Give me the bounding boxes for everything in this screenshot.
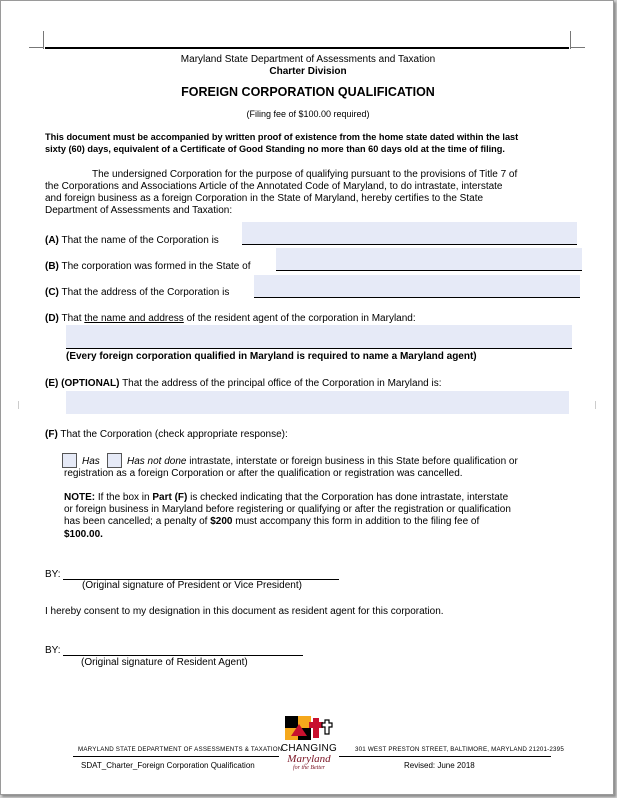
corporation-name-field[interactable] <box>242 222 577 245</box>
filing-fee: (Filing fee of $100.00 required) <box>246 109 370 119</box>
note-l3c: must accompany this form in addition to the filing fee of <box>235 516 480 527</box>
intro-line-2: the Corporations and Associations Article of the Annotated Code of Maryland, to do intrastate, interstate <box>45 181 503 192</box>
has-not-label: Has not done <box>127 456 187 467</box>
has-done-business-checkbox[interactable] <box>62 453 77 468</box>
section-f-letter: (F) <box>45 429 58 440</box>
has-not-line <box>127 456 518 468</box>
form-title: FOREIGN CORPORATION QUALIFICATION <box>181 85 435 99</box>
note-line-2: or foreign business in Maryland before registering or qualifying or after the registration or qualification <box>64 504 511 515</box>
by-label-1: BY: <box>45 569 61 580</box>
note-line-1 <box>64 492 508 504</box>
section-d-letter: (D) <box>45 313 59 324</box>
note-line-4: $100.00. <box>64 529 103 540</box>
section-c-text: That the address of the Corporation is <box>61 287 230 298</box>
section-d-text-underlined: the name and address <box>84 313 184 324</box>
crop-mark-tl-v <box>43 31 44 49</box>
resident-agent-field[interactable] <box>66 325 572 349</box>
intro-line-4: Department of Assessments and Taxation: <box>45 205 233 216</box>
footer-revised: Revised: June 2018 <box>404 761 475 770</box>
section-a-text: That the name of the Corporation is <box>61 235 219 246</box>
section-d-text-pre: That <box>61 313 82 324</box>
logo-for-the-better: for the Better <box>293 765 325 771</box>
note-l1a: If the box in <box>97 492 150 503</box>
resident-agent-signature-line[interactable] <box>63 655 303 656</box>
note-l1c: is checked indicating that the Corporation has done intrastate, interstate <box>190 492 509 503</box>
section-e-letter: (E) <box>45 378 59 389</box>
section-e-text: That the address of the principal office of the Corporation in Maryland is: <box>122 378 442 389</box>
crop-mark-tr-h <box>571 47 585 48</box>
has-not-done-business-checkbox[interactable] <box>107 453 122 468</box>
principal-office-field[interactable] <box>66 391 569 414</box>
footer-address: 301 WEST PRESTON STREET, BALTIMORE, MARYLAND 21201-2395 <box>355 746 564 753</box>
section-b-label <box>45 261 251 273</box>
section-d-text-post: of the resident agent of the corporation in Maryland: <box>186 313 416 324</box>
notice-line-1: This document must be accompanied by written proof of existence from the home state dated within the last <box>45 132 519 142</box>
section-a-letter: (A) <box>45 235 59 246</box>
logo-maryland: Maryland <box>287 753 331 765</box>
note-part-f: Part (F) <box>152 492 188 503</box>
logo-changing: CHANGING <box>280 743 338 754</box>
has-not-rest: intrastate, interstate or foreign business in this State before qualification or <box>189 456 518 467</box>
section-f-label <box>45 429 288 441</box>
section-e-optional: (OPTIONAL) <box>61 378 120 389</box>
footer-form-name: SDAT_Charter_Foreign Corporation Qualification <box>81 761 255 770</box>
crop-mark-tl-h <box>29 47 43 48</box>
notice-line-2: sixty (60) days, equivalent of a Certificate of Good Standing no more than 60 days old at the time of filing. <box>45 144 505 154</box>
note-label: NOTE: <box>64 492 96 503</box>
maryland-flag-icon <box>279 714 339 742</box>
note-line-3 <box>64 516 479 528</box>
section-c-label <box>45 287 229 299</box>
header-rule <box>45 47 569 49</box>
section-f-text: That the Corporation (check appropriate response): <box>60 429 288 440</box>
president-signature-caption: (Original signature of President or Vice President) <box>82 580 302 591</box>
section-d-label <box>45 313 416 325</box>
side-mark-left <box>18 401 19 409</box>
section-a-label <box>45 235 219 247</box>
section-e-label <box>45 378 442 390</box>
has-label: Has <box>82 456 100 467</box>
intro-line-1: The undersigned Corporation for the purpose of qualifying pursuant to the provisions of Title 7 of <box>92 169 518 180</box>
section-b-text: The corporation was formed in the State of <box>61 261 251 272</box>
division-name: Charter Division <box>269 66 347 77</box>
section-f-line-2: registration as a foreign Corporation or after the qualification or registration was cancelled. <box>64 468 463 479</box>
corporation-address-field[interactable] <box>254 275 580 298</box>
section-b-letter: (B) <box>45 261 59 272</box>
intro-line-3: and foreign business as a foreign Corporation in the State of Maryland, hereby certifies to the State <box>45 193 484 204</box>
department-name: Maryland State Department of Assessments and Taxation <box>180 54 436 65</box>
side-mark-right <box>595 401 596 409</box>
changing-maryland-logo <box>279 714 339 776</box>
footer-agency: MARYLAND STATE DEPARTMENT OF ASSESSMENTS & TAXATION <box>78 746 283 753</box>
note-penalty: $200 <box>210 516 233 527</box>
resident-agent-note: (Every foreign corporation qualified in Maryland is required to name a Maryland agent) <box>66 351 477 362</box>
by-label-2: BY: <box>45 645 61 656</box>
resident-agent-signature-caption: (Original signature of Resident Agent) <box>81 657 248 668</box>
footer-rule-right <box>339 756 551 757</box>
consent-statement: I hereby consent to my designation in this document as resident agent for this corporation. <box>45 606 444 617</box>
footer-rule <box>73 756 279 757</box>
section-c-letter: (C) <box>45 287 59 298</box>
formation-state-field[interactable] <box>276 248 582 271</box>
note-l3a: has been cancelled; a penalty of <box>64 516 208 527</box>
